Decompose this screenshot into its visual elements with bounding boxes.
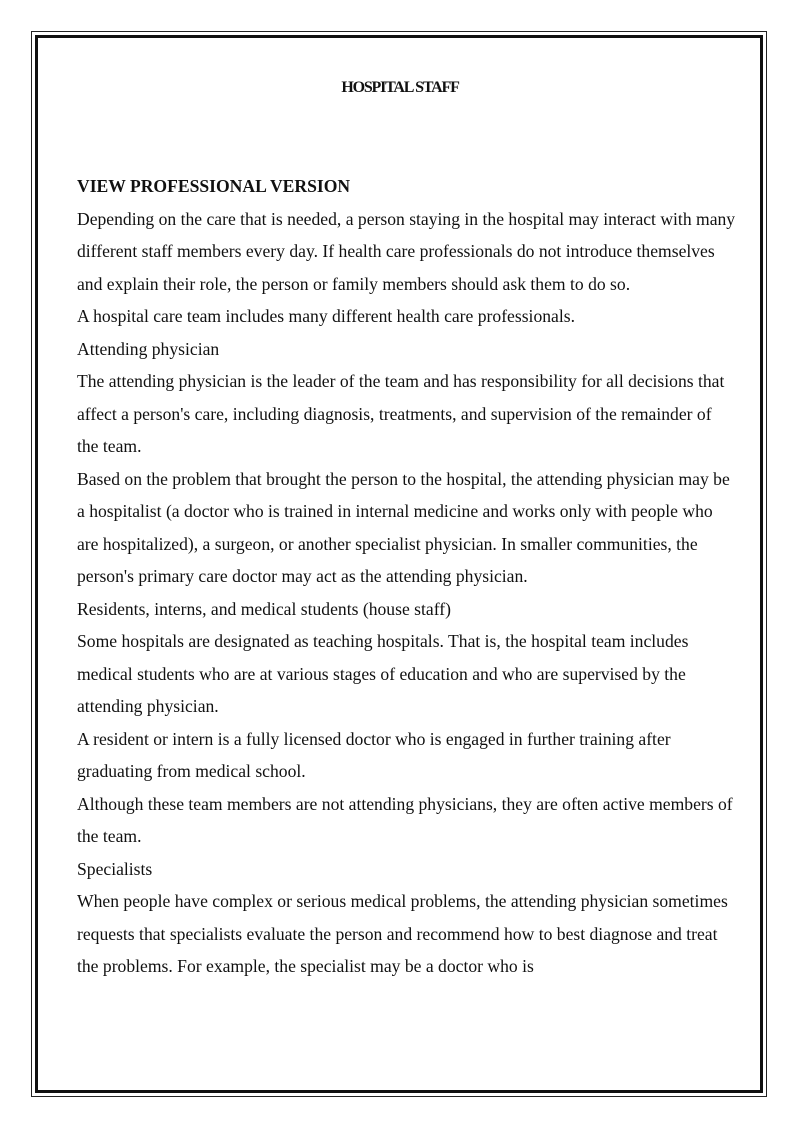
paragraph-specialists: When people have complex or serious medical problems, the attending physician sometimes requests that specialists evaluate the person and recommend how to best diagnose and treat the problems. For example, the specialist may be a doctor who is — [77, 891, 728, 976]
document-body — [77, 170, 737, 983]
paragraph-care-team: A hospital care team includes many different health care professionals. — [77, 306, 575, 326]
paragraph-team-members: Although these team members are not attending physicians, they are often active members of the team. — [77, 793, 733, 846]
paragraph-attending-types: Based on the problem that brought the person to the hospital, the attending physician may be a hospitalist (a doctor who is trained in internal medicine and works only with people who are hospitalized), a surgeon, or another specialist physician. In smaller communities, the person's primary care doctor may act as the attending physician. — [77, 468, 730, 586]
paragraph-resident-intern: A resident or intern is a fully licensed doctor who is engaged in further training after graduating from medical school. — [77, 728, 671, 781]
subheading-house-staff: Residents, interns, and medical students (house staff) — [77, 598, 451, 619]
paragraph-teaching-hospitals: Some hospitals are designated as teaching hospitals. That is, the hospital team includes medical students who are at various stages of education and who are supervised by the attending physician. — [77, 631, 689, 716]
subheading-attending-physician: Attending physician — [77, 338, 220, 359]
document-title: HOSPITAL STAFF — [341, 79, 459, 96]
paragraph-intro: Depending on the care that is needed, a person staying in the hospital may interact with many different staff members every day. If health care professionals do not introduce themselves and explain their role, the person or family members should ask them to do so. — [77, 208, 736, 294]
section-heading-professional-version: VIEW PROFESSIONAL VERSION — [77, 176, 351, 196]
paragraph-attending-role: The attending physician is the leader of the team and has responsibility for all decisions that affect a person's care, including diagnosis, treatments, and supervision of the remainder of the team. — [77, 371, 725, 456]
subheading-specialists: Specialists — [77, 858, 153, 879]
